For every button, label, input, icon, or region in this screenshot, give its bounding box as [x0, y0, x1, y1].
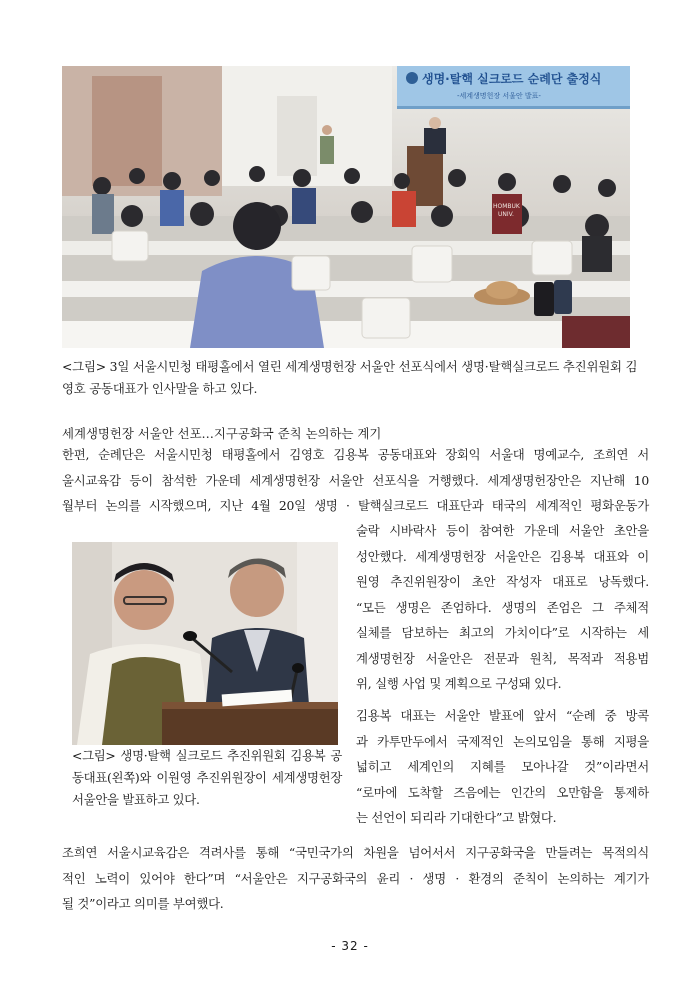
paragraph-2-line: 위, 실행 사업 및 계획으로 구성돼 있다.: [356, 676, 562, 691]
paragraph-3-line: 김용복 대표는 서울안 발표에 앞서 “순례 중 방콕: [356, 708, 649, 723]
presenters-photo: [72, 542, 338, 745]
paragraph-1: [62, 442, 649, 519]
paragraph-4-line: 조희연 서울시교육감은 격려사를 통해 “국민국가의 차원을 넘어서서 지구공화국을 만들려는 목적의식: [62, 845, 649, 860]
paragraph-3-line: “로마에 도착할 즈음에는 인간의 오만함을 통제하: [356, 784, 649, 800]
cap-text-2: UNIV.: [498, 211, 514, 218]
conference-photo: [62, 66, 630, 348]
paragraph-2-line: 성안했다. 세계생명헌장 서울안은 김용복 대표와 이: [356, 548, 649, 564]
paragraph-1-line: 한편, 순례단은 서울시민청 태평홀에서 김영호 김용복 공동대표와 장회익 서울대 명예교수, 조희연 서: [62, 447, 649, 462]
top-photo-caption: <그림> 3일 서울시민청 태평홀에서 열린 세계생명헌장 서울안 선포식에서 생명·탈핵실크로드 추진위원회 김영호 공동대표가 인사말을 하고 있다.: [62, 359, 638, 396]
paragraph-2-line: 계생명헌장 서울안은 전문과 원칙, 목적과 적용범: [356, 650, 649, 666]
banner-subtitle: -세계생명헌장 서울안 발표-: [457, 92, 541, 100]
presenters-photo-caption: <그림> 생명·탈핵 실크로드 추진위원회 김용복 공동대표(왼쪽)와 이원영 추진위원장이 세계생명헌장 서울안을 발표하고 있다.: [72, 748, 342, 807]
paragraph-3-line: 는 선언이 되리라 기대한다”고 밝혔다.: [356, 810, 557, 825]
paragraph-1-line: 월부터 논의를 시작했으며, 지난 4월 20일 생명 · 탈핵실크로드 대표단과 태국의 세계적인 평화운동가: [62, 498, 649, 513]
paragraph-3-line: 넓히고 세계인의 지혜를 모아나갈 것”이라면서: [356, 759, 649, 774]
paragraph-2: [356, 518, 649, 697]
paragraph-2-line: “모든 생명은 존엄하다. 생명의 존엄은 그 주체적: [356, 599, 649, 615]
paragraph-2-line: 술락 시바락사 등이 참여한 가운데 서울안 초안을: [356, 523, 649, 538]
paragraph-4-line: 될 것”이라고 의미를 부여했다.: [62, 896, 224, 911]
paragraph-3: [356, 703, 649, 831]
section-heading: 세계생명헌장 서울안 선포…지구공화국 준칙 논의하는 계기: [62, 426, 382, 441]
banner-title: 생명·탈핵 실크로드 순례단 출정식: [422, 72, 602, 86]
page-number: - 32 -: [331, 939, 369, 953]
paragraph-3-line: 과 카투만두에서 국제적인 논의모임을 통해 지평을: [356, 733, 649, 749]
paragraph-1-line: 울시교육감 등이 참석한 가운데 세계생명헌장 서울안 선포식을 거행했다. 세계생명헌장안은 지난해 10: [62, 472, 649, 488]
paragraph-4-line: 적인 노력이 있어야 한다”며 “서울안은 지구공화국의 윤리 · 생명 · 환경의 준칙이 논의하는 계기가: [62, 870, 649, 886]
paragraph-2-line: 원영 추진위원장이 초안 작성자 대표로 낭독했다.: [356, 574, 649, 589]
paragraph-2-line: 실체를 담보하는 최고의 가치이다”로 시작하는 세: [356, 625, 649, 640]
cap-text: HOMBUK: [493, 203, 520, 210]
paragraph-4: [62, 840, 649, 917]
